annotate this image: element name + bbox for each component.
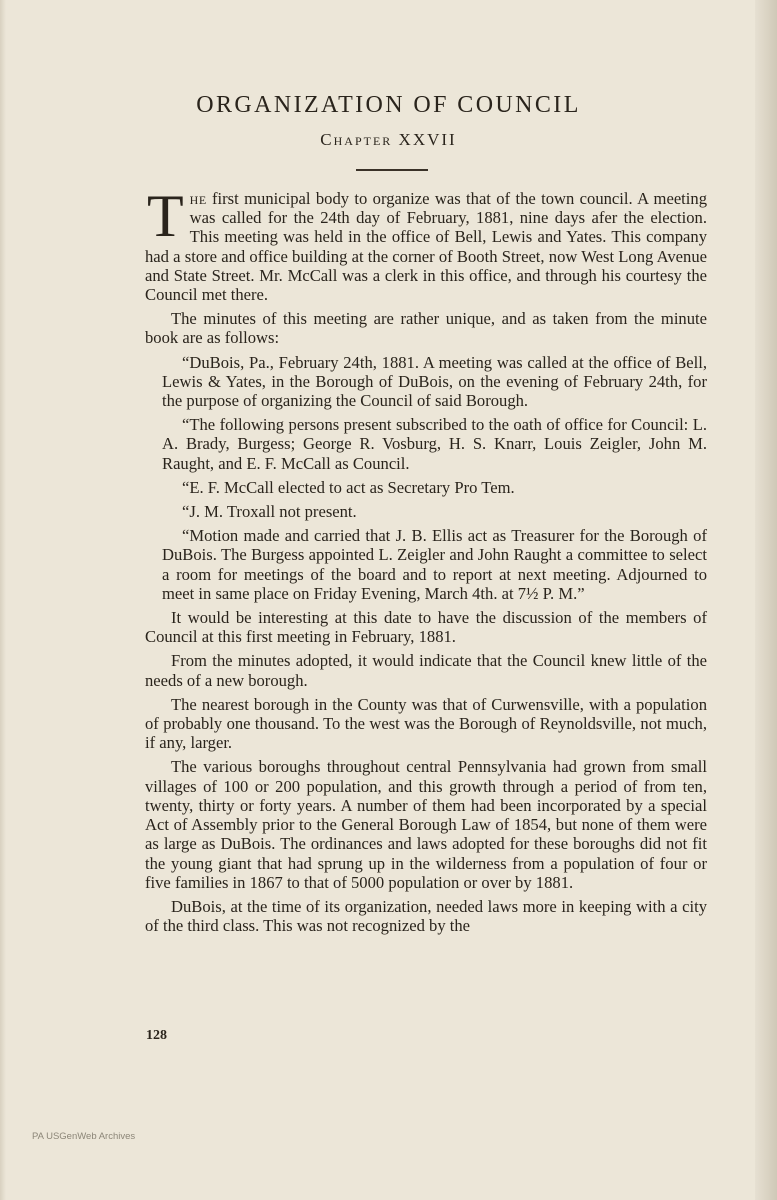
archive-watermark: PA USGenWeb Archives — [32, 1131, 136, 1142]
paragraph: The nearest borough in the County was that of Curwensville, with a population of probably one thousand. To the west was the Borough of Reynoldsville, not much, if any, larger. — [145, 694, 707, 753]
chapter-heading: Chapter XXVII — [320, 130, 457, 149]
lead-in: he — [189, 189, 207, 208]
quoted-minutes: “DuBois, Pa., February 24th, 1881. A meeting was called at the office of Bell, Lewis & Yates, in the Borough of DuBois, on the evening of February 24th, for the purpose of organizing the Council of said Borough. — [162, 352, 707, 411]
page-number: 128 — [146, 1028, 167, 1043]
paragraph — [145, 183, 707, 305]
page-edge-right — [755, 0, 777, 1200]
title-rule — [356, 169, 428, 171]
paragraph: From the minutes adopted, it would indicate that the Council knew little of the needs of a new borough. — [145, 651, 707, 690]
drop-cap: T — [147, 183, 184, 249]
paragraph: The minutes of this meeting are rather unique, and as taken from the minute book are as follows: — [145, 309, 707, 348]
quoted-minutes: “E. F. McCall elected to act as Secretary Pro Tem. — [182, 477, 515, 497]
quoted-minutes: “Motion made and carried that J. B. Ellis act as Treasurer for the Borough of DuBois. The Burgess appointed L. Zeigler and John Raught a committee to select a room for meetings of the board and to report at next meeting. Adjourned to meet in same place on Friday Evening, March 4th. at 7½ P. M.” — [162, 526, 707, 603]
paragraph: DuBois, at the time of its organization, needed laws more in keeping with a city of the third class. This was not recognized by the — [145, 896, 707, 936]
paragraph: The various boroughs throughout central Pennsylvania had grown from small villages of 100 or 200 population, and this growth through a period of from ten, twenty, thirty or forty years. A number of them had been incorporated by a special Act of Assembly prior to the General Borough Law of 1854, but none of them were as large as DuBois. The ordinances and laws adopted for these boroughs did not fit the young giant that had sprung up in the wilderness from a population of four or five families in 1867 to that of 5000 population or over by 1881. — [145, 757, 707, 892]
paragraph: It would be interesting at this date to have the discussion of the members of Council at this first meeting in February, 1881. — [145, 608, 707, 647]
quoted-minutes: “J. M. Troxall not present. — [182, 502, 357, 522]
paragraph-text: first municipal body to organize was that of the town council. A meeting was called for the 24th day of February, 1881, nine days afer the election. This meeting was held in the office of Bell, Lewis and Yates. This company had a store and office building at the corner of Booth Street, now West Long Avenue and State Street. Mr. McCall was a clerk in this office, and through his courtesy the Council met there. — [145, 189, 707, 305]
body-text — [145, 183, 707, 940]
page-title: ORGANIZATION OF COUNCIL — [196, 92, 581, 118]
page-shadow-left — [0, 0, 6, 1200]
quoted-minutes: “The following persons present subscribed to the oath of office for Council: L. A. Brady, Burgess; George R. Vosburg, H. S. Knarr, Louis Zeigler, John M. Raught, and E. F. McCall as Council. — [162, 415, 707, 473]
